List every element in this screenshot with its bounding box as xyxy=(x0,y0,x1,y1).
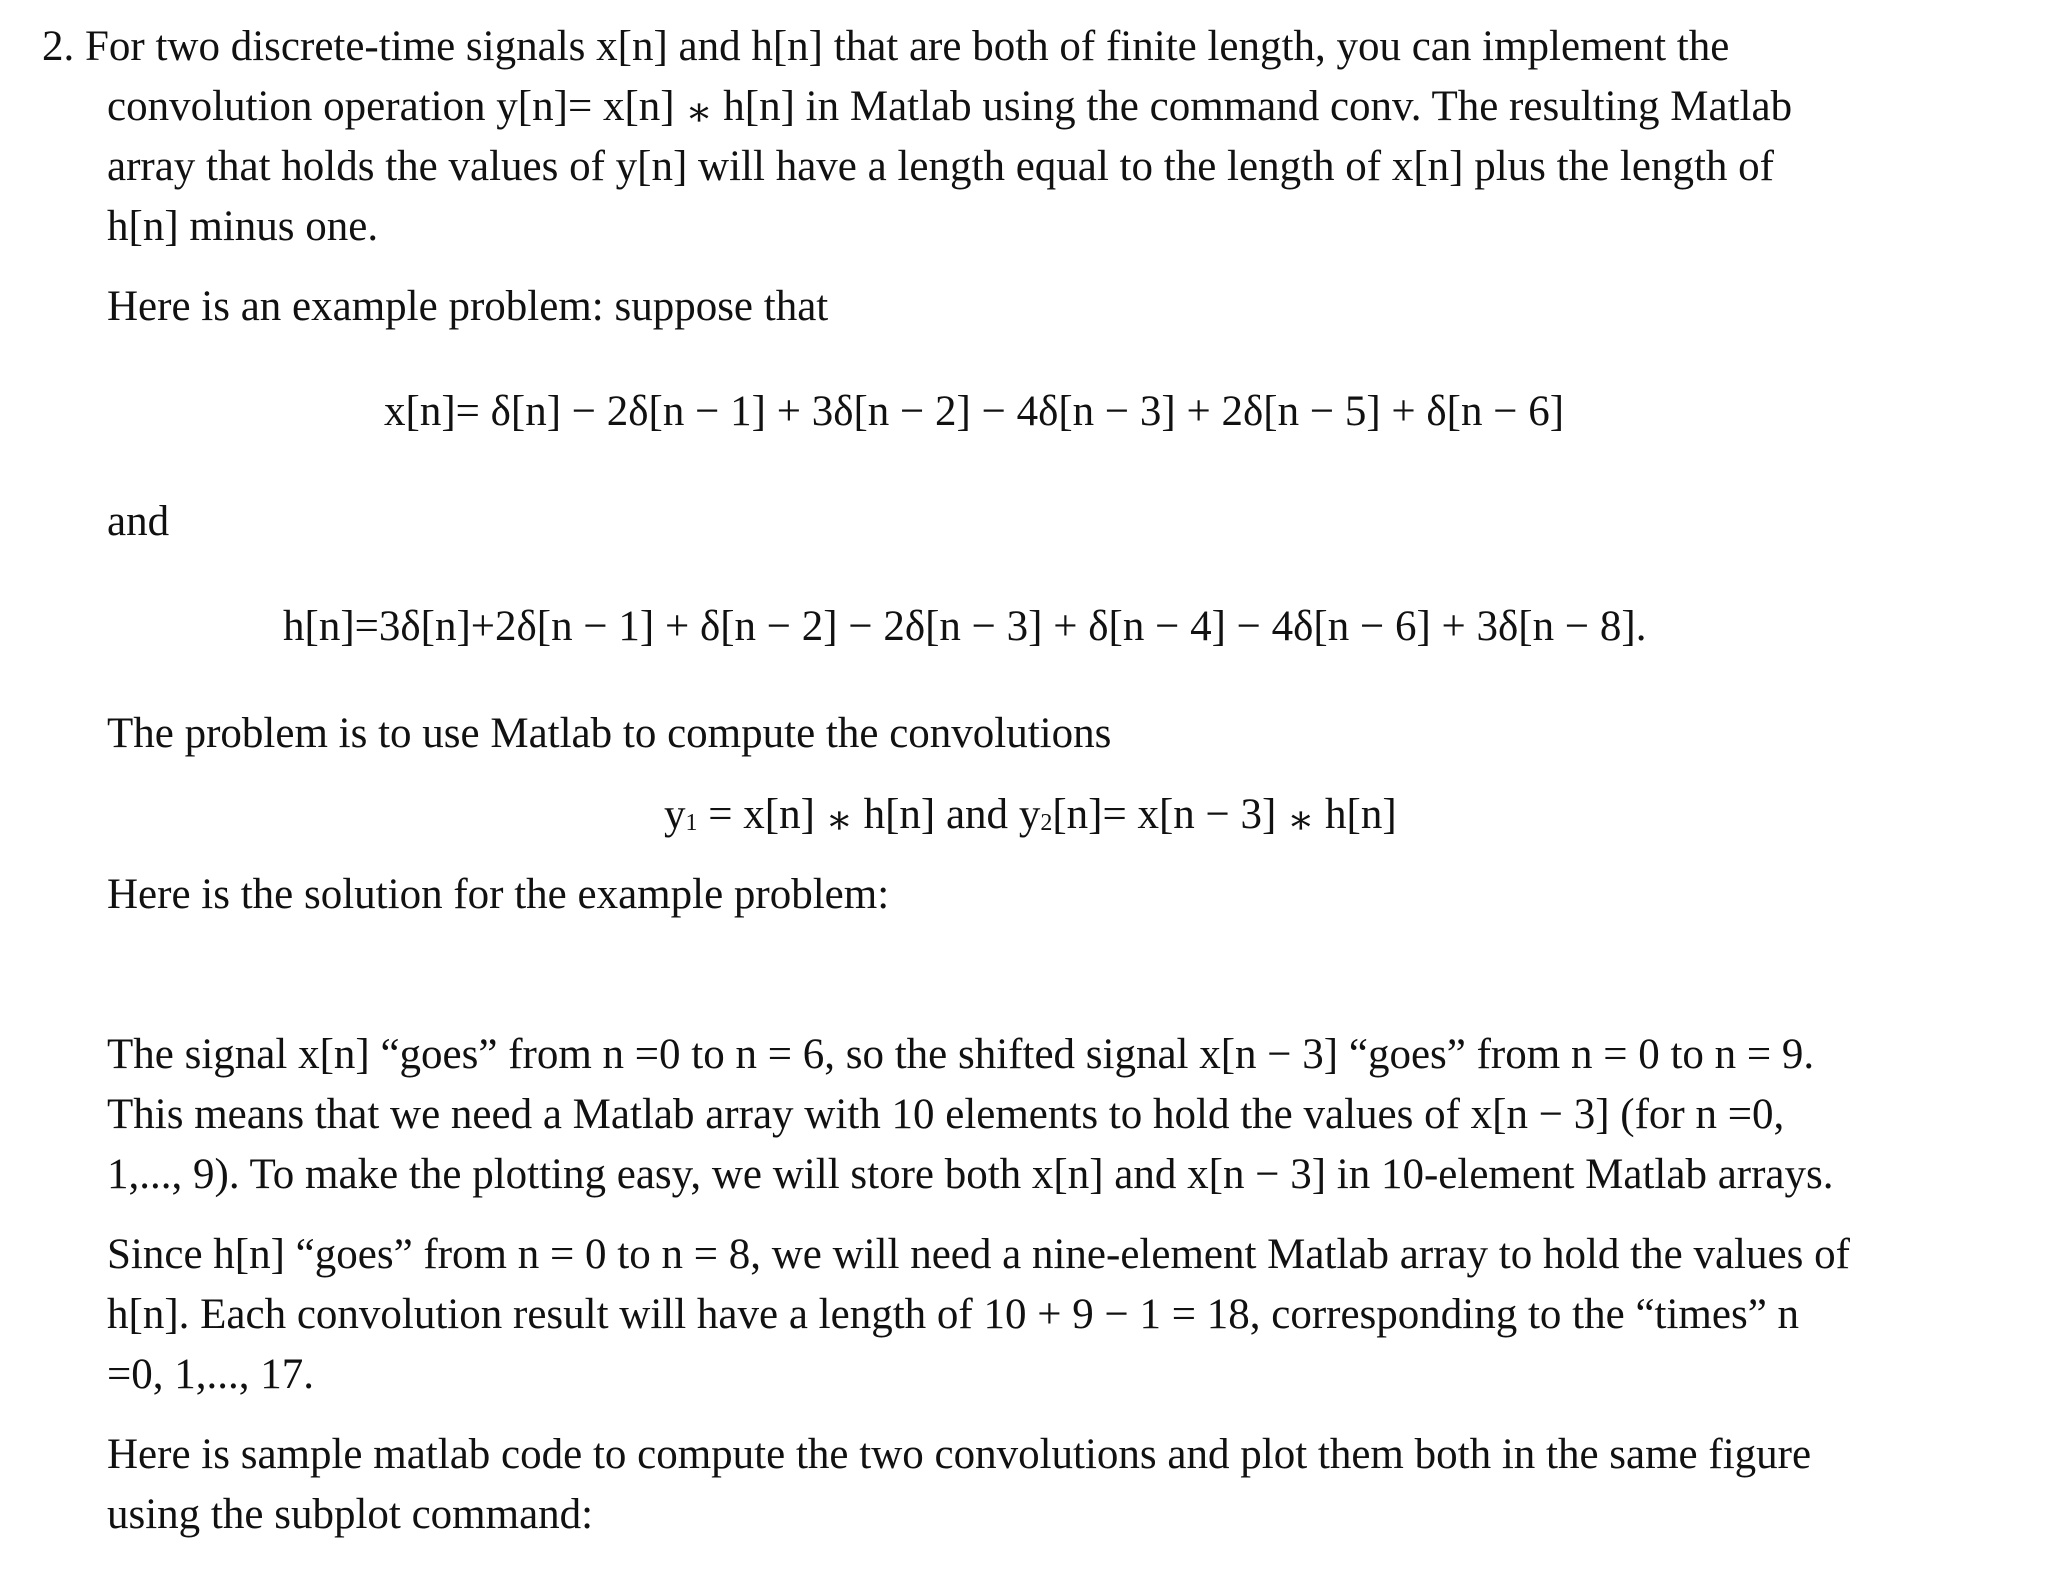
problem-line: The problem is to use Matlab to compute the convolutions xyxy=(107,710,1112,757)
paragraph-code-line-1: Here is sample matlab code to compute the two convolutions and plot them both in the same figure xyxy=(107,1431,1812,1478)
paragraph-h-line-1: Since h[n] “goes” from n = 0 to n = 8, we will need a nine-element Matlab array to hold the values of xyxy=(107,1231,1850,1278)
convolution-star-symbol: ∗ xyxy=(825,797,853,842)
equation-y-part4: h[n] xyxy=(1314,791,1397,838)
paragraph-signal-line-2: This means that we need a Matlab array with 10 elements to hold the values of x[n − 3] (for n =0, xyxy=(107,1091,1785,1138)
equation-x: x[n]= δ[n] − 2δ[n − 1] + 3δ[n − 2] − 4δ[n − 3] + 2δ[n − 5] + δ[n − 6] xyxy=(384,388,1565,435)
intro-line-1 xyxy=(42,25,1729,68)
intro-line-3: array that holds the values of y[n] will have a length equal to the length of x[n] plus the length of xyxy=(107,143,1774,190)
intro-line-4: h[n] minus one. xyxy=(107,203,379,250)
intro-text-2a: convolution operation y[n]= x[n] xyxy=(107,83,686,130)
y2-subscript: 2 xyxy=(1040,810,1053,836)
solution-intro: Here is the solution for the example problem: xyxy=(107,871,890,918)
example-intro: Here is an example problem: suppose that xyxy=(107,283,829,330)
equation-y-part3: [n]= x[n − 3] xyxy=(1052,791,1288,838)
equation-h: h[n]=3δ[n]+2δ[n − 1] + δ[n − 2] − 2δ[n − 3] + δ[n − 4] − 4δ[n − 6] + 3δ[n − 8]. xyxy=(283,603,1647,650)
convolution-star-symbol: ∗ xyxy=(1287,797,1315,842)
y1-subscript: 1 xyxy=(685,810,698,836)
intro-text-1: For two discrete-time signals x[n] and h[n] that are both of finite length, you can implement the xyxy=(85,23,1730,70)
equation-y xyxy=(664,791,1397,842)
convolution-star-symbol: ∗ xyxy=(685,89,713,134)
equation-y-part1: = x[n] xyxy=(697,791,826,838)
paragraph-h-line-3: =0, 1,..., 17. xyxy=(107,1351,315,1398)
and-word: and xyxy=(107,498,170,545)
paragraph-code-line-2: using the subplot command: xyxy=(107,1491,594,1538)
paragraph-h-line-2: h[n]. Each convolution result will have a length of 10 + 9 − 1 = 18, corresponding to the “times” n xyxy=(107,1291,1800,1338)
paragraph-signal-line-3: 1,..., 9). To make the plotting easy, we will store both x[n] and x[n − 3] in 10-element Matlab arrays. xyxy=(107,1151,1834,1198)
intro-line-2 xyxy=(107,83,1793,134)
problem-number: 2. xyxy=(42,23,75,70)
y1-symbol: y xyxy=(664,791,686,838)
intro-text-2b: h[n] in Matlab using the command conv. The resulting Matlab xyxy=(712,83,1793,130)
y2-symbol: y xyxy=(1018,791,1041,838)
paragraph-signal-line-1: The signal x[n] “goes” from n =0 to n = 6, so the shifted signal x[n − 3] “goes” from n = 0 to n = 9. xyxy=(107,1031,1815,1078)
equation-y-part2: h[n] and xyxy=(852,791,1019,838)
